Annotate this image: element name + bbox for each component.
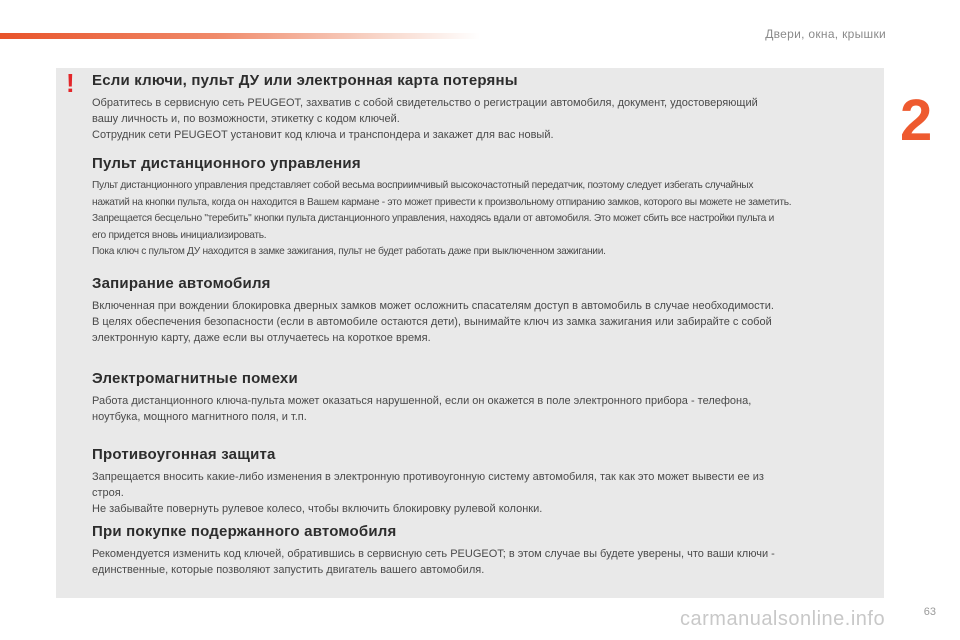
- chapter-number: 2: [900, 88, 933, 153]
- section-title: Запирание автомобиля: [92, 275, 271, 292]
- section-text: [92, 469, 877, 517]
- text-line: электронную карту, даже если вы отлучаетесь на короткое время.: [92, 332, 431, 344]
- section-used-car: [92, 523, 877, 578]
- section-text: [92, 546, 877, 578]
- text-line: Пока ключ с пультом ДУ находится в замке зажигания, пульт не будет работать даже при выключенном зажигании.: [92, 246, 606, 257]
- text-line: Пульт дистанционного управления представляет собой весьма восприимчивый высокочастотный передатчик, поэтому следует избегать случайных: [92, 180, 754, 191]
- text-line: вашу личность и, по возможности, этикетку с кодом ключей.: [92, 113, 400, 125]
- section-anti-theft: [92, 446, 877, 517]
- text-line: единственные, которые позволяют запустить двигатель вашего автомобиля.: [92, 564, 485, 576]
- header-accent-bar: [0, 33, 480, 39]
- text-line: Запрещается бесцельно "теребить" кнопки пульта дистанционного управления, находясь вдали от автомобиля. Это может сбить все настройки пульта и: [92, 213, 774, 224]
- section-title: Противоугонная защита: [92, 446, 276, 463]
- text-line: Обратитесь в сервисную сеть PEUGEOT, захватив с собой свидетельство о регистрации автомобиля, документ, удостоверяющий: [92, 97, 758, 109]
- text-line: Включенная при вождении блокировка дверных замков может осложнить спасателям доступ в автомобиль в случае необходимости.: [92, 300, 774, 312]
- page-header-title: Двери, окна, крышки: [765, 27, 886, 41]
- section-remote-control: [92, 155, 877, 261]
- text-line: Не забывайте повернуть рулевое колесо, чтобы включить блокировку рулевой колонки.: [92, 503, 543, 515]
- text-line: Сотрудник сети PEUGEOT установит код ключа и транспондера и закажет для вас новый.: [92, 129, 554, 141]
- section-text: [92, 178, 877, 261]
- text-line: ноутбука, мощного магнитного поля, и т.п.: [92, 411, 307, 423]
- page-number: 63: [923, 606, 936, 618]
- section-lost-keys: [92, 72, 877, 143]
- text-line: Рекомендуется изменить код ключей, обратившись в сервисную сеть PEUGEOT; в этом случае вы будете уверены, что ваши ключи -: [92, 548, 775, 560]
- text-line: Запрещается вносить какие-либо изменения в электронную противоугонную систему автомобиля, так как это может вывести ее из: [92, 471, 764, 483]
- section-title: При покупке подержанного автомобиля: [92, 523, 397, 540]
- text-line: В целях обеспечения безопасности (если в автомобиле остаются дети), вынимайте ключ из замка зажигания или забирайте с собой: [92, 316, 772, 328]
- exclamation-icon: !: [66, 68, 75, 98]
- text-line: строя.: [92, 487, 124, 499]
- section-vehicle-locking: [92, 275, 877, 346]
- section-title: Если ключи, пульт ДУ или электронная карта потеряны: [92, 72, 518, 89]
- text-line: Работа дистанционного ключа-пульта может оказаться нарушенной, если он окажется в поле электронного прибора - телефона,: [92, 395, 752, 407]
- section-title: Электромагнитные помехи: [92, 370, 298, 387]
- section-electromagnetic: [92, 370, 877, 425]
- section-text: [92, 393, 877, 425]
- text-line: нажатий на кнопки пульта, когда он находится в Вашем кармане - это может привести к произвольному отпиранию замков, которого вы можете не заметить.: [92, 196, 792, 208]
- text-line: его придется вновь инициализировать.: [92, 229, 267, 241]
- watermark: carmanualsonline.info: [680, 608, 886, 630]
- section-text: [92, 95, 877, 143]
- section-title: Пульт дистанционного управления: [92, 155, 361, 172]
- section-text: [92, 298, 877, 346]
